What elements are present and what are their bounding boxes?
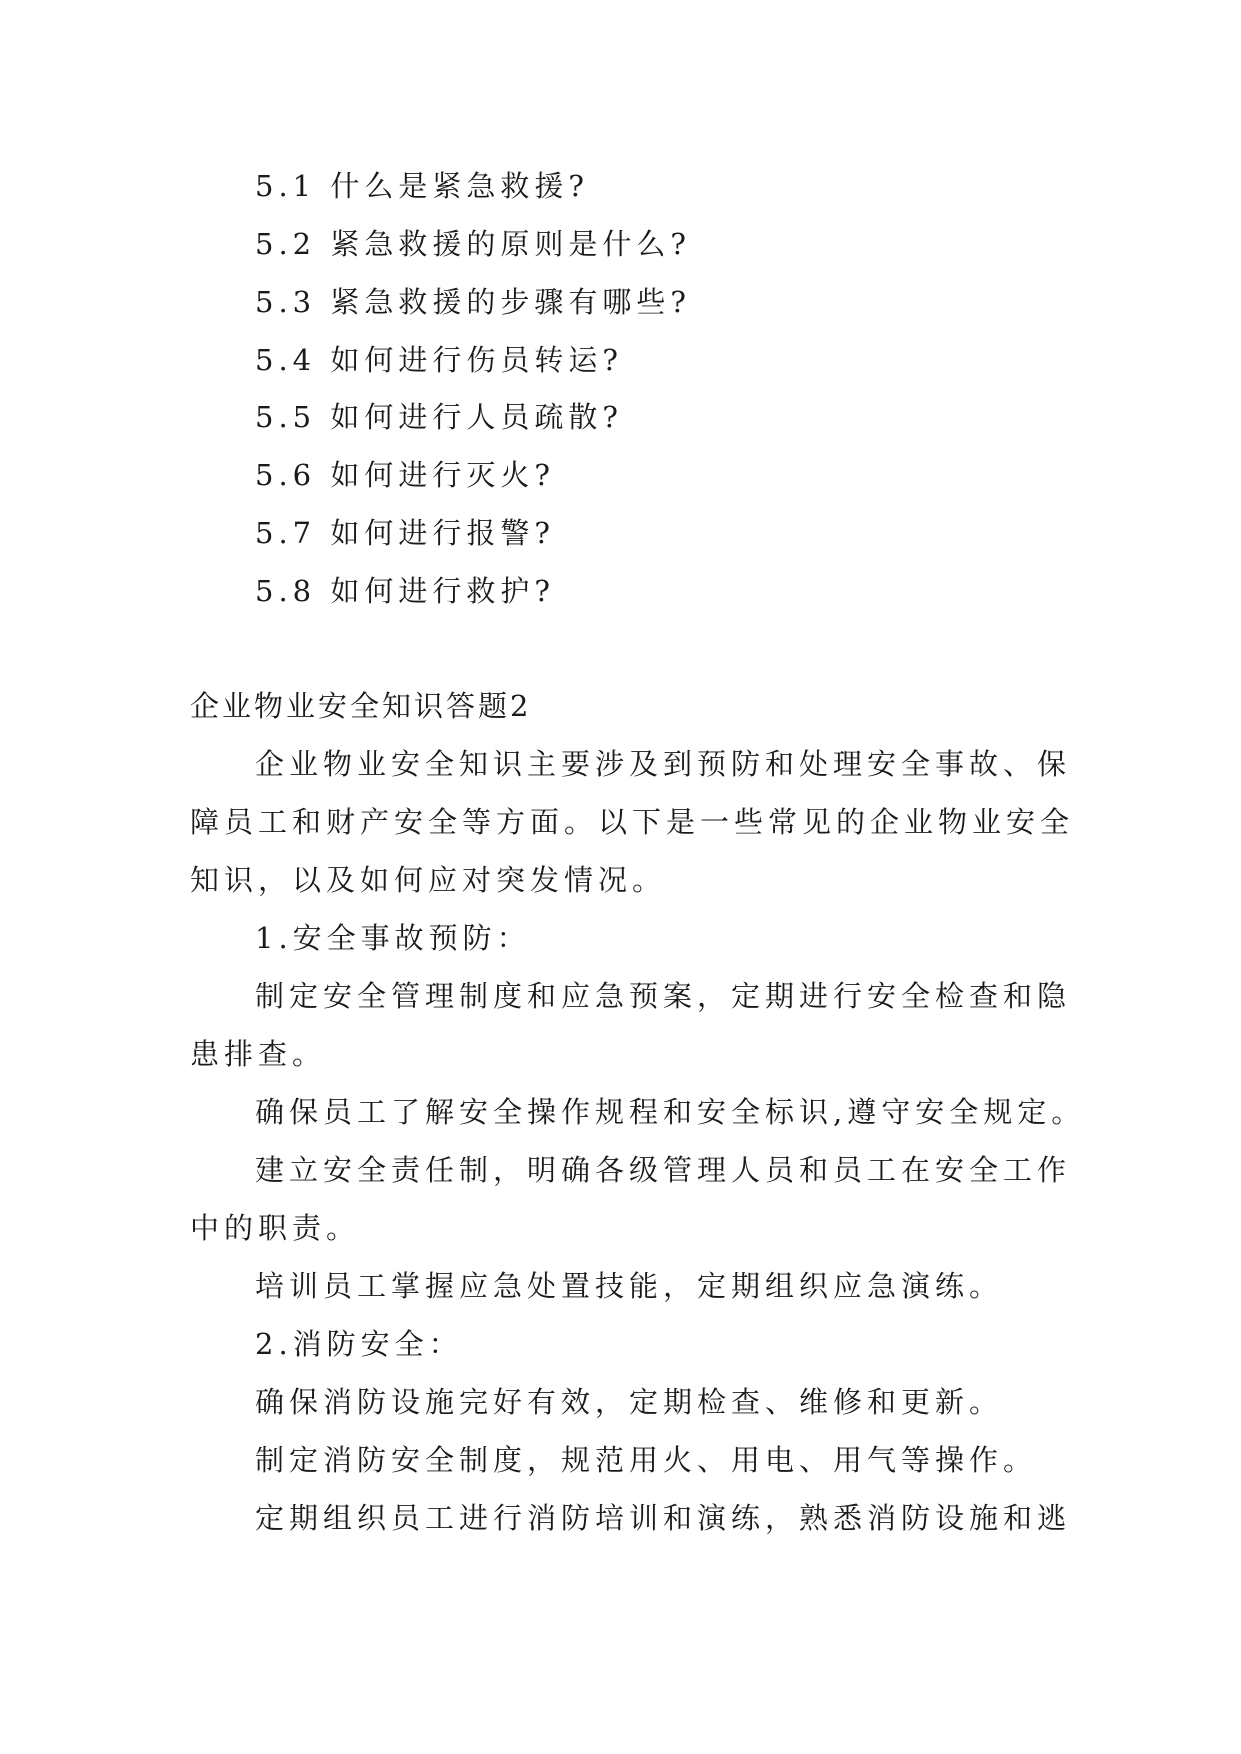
paragraph-line: 中的职责。 (190, 1211, 361, 1245)
paragraph-line: 企业物业安全知识主要涉及到预防和处理安全事故、保 (255, 747, 1072, 781)
paragraph-line: 定期组织员工进行消防培训和演练，熟悉消防设施和逃 (255, 1501, 1072, 1535)
paragraph-line: 培训员工掌握应急处置技能，定期组织应急演练。 (255, 1269, 1004, 1303)
toc-item: 5.7 如何进行报警? (255, 516, 555, 550)
paragraph-line: 建立安全责任制，明确各级管理人员和员工在安全工作 (255, 1153, 1072, 1187)
toc-item: 5.8 如何进行救护? (255, 574, 555, 608)
paragraph-line: 制定安全管理制度和应急预案，定期进行安全检查和隐 (255, 979, 1072, 1013)
toc-item: 5.4 如何进行伤员转运? (255, 343, 623, 377)
paragraph-line: 制定消防安全制度，规范用火、用电、用气等操作。 (255, 1443, 1038, 1477)
paragraph-line: 患排查。 (190, 1037, 327, 1071)
paragraph-line: 确保员工了解安全操作规程和安全标识,遵守安全规定。 (255, 1095, 1086, 1129)
paragraph-line: 确保消防设施完好有效，定期检查、维修和更新。 (255, 1385, 1004, 1419)
toc-item: 5.1 什么是紧急救援? (255, 169, 589, 203)
subheading: 1.安全事故预防： (255, 921, 531, 955)
paragraph-line: 障员工和财产安全等方面。以下是一些常见的企业物业安全 (190, 805, 1075, 839)
toc-item: 5.2 紧急救援的原则是什么? (255, 227, 691, 261)
toc-item: 5.6 如何进行灭火? (255, 458, 555, 492)
paragraph-line: 知识，以及如何应对突发情况。 (190, 863, 667, 897)
section-title: 企业物业安全知识答题2 (190, 689, 532, 723)
subheading: 2.消防安全： (255, 1327, 463, 1361)
toc-item: 5.5 如何进行人员疏散? (255, 400, 623, 434)
toc-item: 5.3 紧急救援的步骤有哪些? (255, 285, 691, 319)
